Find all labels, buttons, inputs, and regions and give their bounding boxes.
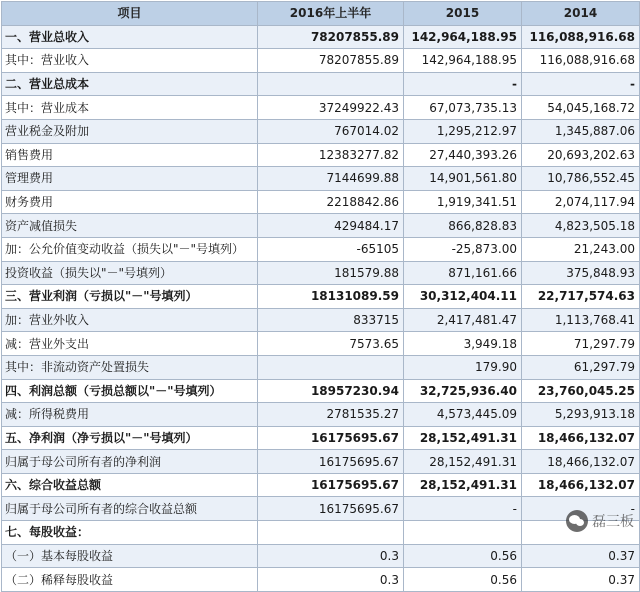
value-2014: 0.37 xyxy=(522,568,640,592)
value-2014: 375,848.93 xyxy=(522,261,640,285)
value-2014: 71,297.79 xyxy=(522,332,640,356)
value-2014: - xyxy=(522,497,640,521)
value-2014: 18,466,132.07 xyxy=(522,426,640,450)
value-2016h1: 2781535.27 xyxy=(258,403,404,427)
value-2015: 32,725,936.40 xyxy=(404,379,522,403)
row-label: 财务费用 xyxy=(2,190,258,214)
value-2016h1: 18131089.59 xyxy=(258,285,404,309)
row-label: 其中：非流动资产处置损失 xyxy=(2,355,258,379)
value-2016h1: 833715 xyxy=(258,308,404,332)
row-label: 一、营业总收入 xyxy=(2,25,258,49)
value-2014: 61,297.79 xyxy=(522,355,640,379)
row-label: 其中：营业收入 xyxy=(2,49,258,73)
row-label: 五、净利润（净亏损以"－"号填列） xyxy=(2,426,258,450)
table-row xyxy=(2,403,640,427)
row-label: （二）稀释每股收益 xyxy=(2,568,258,592)
value-2014: 10,786,552.45 xyxy=(522,167,640,191)
row-label: 投资收益（损失以"－"号填列） xyxy=(2,261,258,285)
value-2015: - xyxy=(404,497,522,521)
value-2014: 20,693,202.63 xyxy=(522,143,640,167)
value-2016h1: 37249922.43 xyxy=(258,96,404,120)
row-label: 六、综合收益总额 xyxy=(2,473,258,497)
table-row xyxy=(2,72,640,96)
value-2014: 1,113,768.41 xyxy=(522,308,640,332)
table-row xyxy=(2,285,640,309)
table-row xyxy=(2,473,640,497)
value-2014: 23,760,045.25 xyxy=(522,379,640,403)
value-2015: 30,312,404.11 xyxy=(404,285,522,309)
value-2014: 54,045,168.72 xyxy=(522,96,640,120)
watermark-text: 磊三板 xyxy=(592,514,634,530)
table-row xyxy=(2,190,640,214)
value-2016h1: -65105 xyxy=(258,237,404,261)
value-2016h1: 18957230.94 xyxy=(258,379,404,403)
table-row xyxy=(2,521,640,545)
table-row xyxy=(2,426,640,450)
value-2015: 28,152,491.31 xyxy=(404,426,522,450)
table-row xyxy=(2,214,640,238)
value-2014: 5,293,913.18 xyxy=(522,403,640,427)
value-2014: 116,088,916.68 xyxy=(522,25,640,49)
value-2016h1: 16175695.67 xyxy=(258,450,404,474)
value-2016h1 xyxy=(258,355,404,379)
table-row xyxy=(2,167,640,191)
value-2014: 2,074,117.94 xyxy=(522,190,640,214)
value-2016h1: 7144699.88 xyxy=(258,167,404,191)
header-2015: 2015 xyxy=(404,2,522,26)
value-2015: 1,295,212.97 xyxy=(404,119,522,143)
table-row xyxy=(2,119,640,143)
table-row xyxy=(2,25,640,49)
value-2015: 4,573,445.09 xyxy=(404,403,522,427)
table-row xyxy=(2,308,640,332)
row-label: 资产减值损失 xyxy=(2,214,258,238)
value-2016h1: 0.3 xyxy=(258,544,404,568)
value-2015: - xyxy=(404,72,522,96)
value-2014: 22,717,574.63 xyxy=(522,285,640,309)
table-row xyxy=(2,379,640,403)
value-2016h1: 16175695.67 xyxy=(258,497,404,521)
table-row xyxy=(2,450,640,474)
income-statement-table xyxy=(1,1,640,592)
table-row xyxy=(2,49,640,73)
value-2015: 0.56 xyxy=(404,544,522,568)
header-2016h1: 2016年上半年 xyxy=(258,2,404,26)
header-row xyxy=(2,2,640,26)
value-2016h1: 2218842.86 xyxy=(258,190,404,214)
row-label: 三、营业利润（亏损以"－"号填列） xyxy=(2,285,258,309)
row-label: 减：营业外支出 xyxy=(2,332,258,356)
value-2015: 67,073,735.13 xyxy=(404,96,522,120)
value-2016h1 xyxy=(258,521,404,545)
value-2015: 0.56 xyxy=(404,568,522,592)
table-row xyxy=(2,237,640,261)
value-2015: 142,964,188.95 xyxy=(404,25,522,49)
row-label: 二、营业总成本 xyxy=(2,72,258,96)
value-2016h1: 767014.02 xyxy=(258,119,404,143)
table-row xyxy=(2,544,640,568)
header-2014: 2014 xyxy=(522,2,640,26)
value-2015: 3,949.18 xyxy=(404,332,522,356)
value-2016h1: 78207855.89 xyxy=(258,49,404,73)
value-2016h1: 78207855.89 xyxy=(258,25,404,49)
row-label: 减：所得税费用 xyxy=(2,403,258,427)
value-2015: 142,964,188.95 xyxy=(404,49,522,73)
table-row xyxy=(2,568,640,592)
row-label: 七、每股收益： xyxy=(2,521,258,545)
row-label: 其中：营业成本 xyxy=(2,96,258,120)
table-row xyxy=(2,261,640,285)
value-2014: - xyxy=(522,72,640,96)
value-2015: 866,828.83 xyxy=(404,214,522,238)
value-2015: 27,440,393.26 xyxy=(404,143,522,167)
value-2014: 0.37 xyxy=(522,544,640,568)
value-2016h1: 16175695.67 xyxy=(258,426,404,450)
value-2015: 871,161.66 xyxy=(404,261,522,285)
value-2015: 14,901,561.80 xyxy=(404,167,522,191)
value-2014: 116,088,916.68 xyxy=(522,49,640,73)
value-2016h1: 7573.65 xyxy=(258,332,404,356)
row-label: 加：营业外收入 xyxy=(2,308,258,332)
value-2015: 28,152,491.31 xyxy=(404,450,522,474)
table-row xyxy=(2,497,640,521)
row-label: 四、利润总额（亏损总额以"－"号填列） xyxy=(2,379,258,403)
value-2016h1: 16175695.67 xyxy=(258,473,404,497)
value-2015: -25,873.00 xyxy=(404,237,522,261)
row-label: 归属于母公司所有者的净利润 xyxy=(2,450,258,474)
value-2016h1: 429484.17 xyxy=(258,214,404,238)
value-2015: 1,919,341.51 xyxy=(404,190,522,214)
value-2014 xyxy=(522,521,640,545)
table-row xyxy=(2,96,640,120)
table-row xyxy=(2,332,640,356)
value-2015: 2,417,481.47 xyxy=(404,308,522,332)
value-2014: 1,345,887.06 xyxy=(522,119,640,143)
value-2015: 28,152,491.31 xyxy=(404,473,522,497)
value-2016h1: 0.3 xyxy=(258,568,404,592)
value-2015 xyxy=(404,521,522,545)
table-row xyxy=(2,143,640,167)
value-2015: 179.90 xyxy=(404,355,522,379)
value-2016h1: 181579.88 xyxy=(258,261,404,285)
row-label: 加：公允价值变动收益（损失以"－"号填列） xyxy=(2,237,258,261)
row-label: 营业税金及附加 xyxy=(2,119,258,143)
header-item: 项目 xyxy=(2,2,258,26)
value-2016h1: 12383277.82 xyxy=(258,143,404,167)
row-label: 归属于母公司所有者的综合收益总额 xyxy=(2,497,258,521)
value-2014: 18,466,132.07 xyxy=(522,473,640,497)
row-label: 管理费用 xyxy=(2,167,258,191)
value-2014: 18,466,132.07 xyxy=(522,450,640,474)
value-2014: 21,243.00 xyxy=(522,237,640,261)
value-2014: 4,823,505.18 xyxy=(522,214,640,238)
table-row xyxy=(2,355,640,379)
value-2016h1 xyxy=(258,72,404,96)
row-label: 销售费用 xyxy=(2,143,258,167)
row-label: （一）基本每股收益 xyxy=(2,544,258,568)
